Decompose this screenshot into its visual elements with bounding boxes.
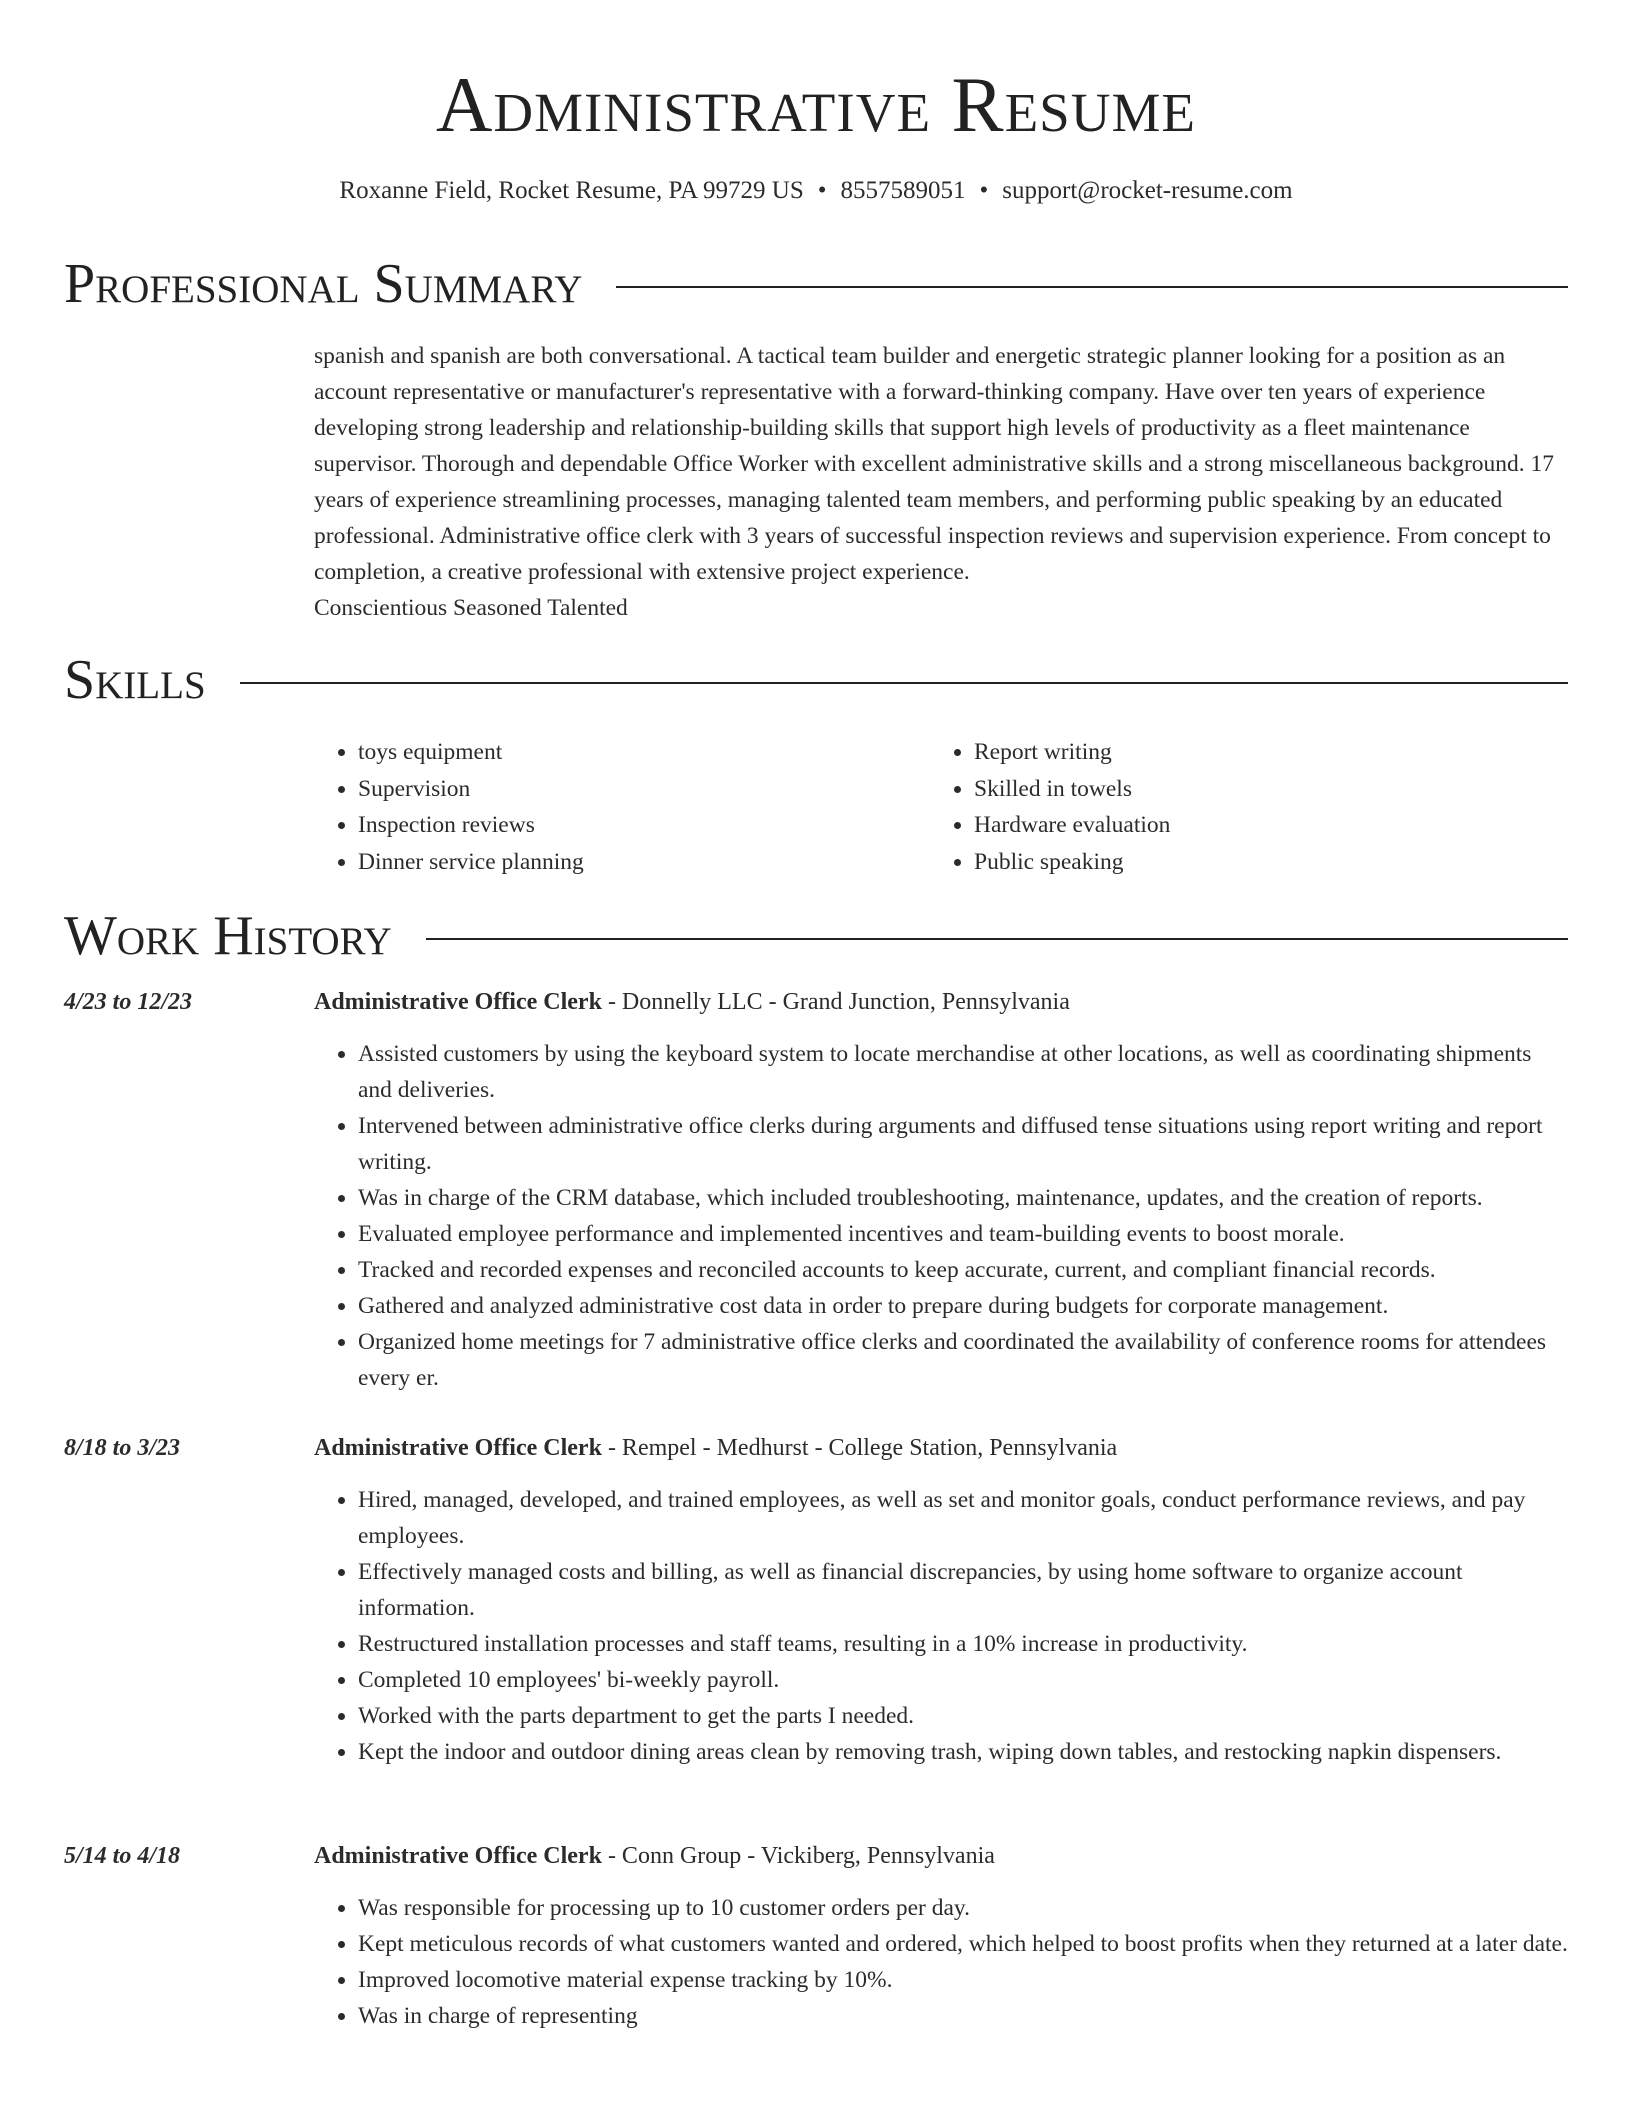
summary-section-header: [64, 252, 1568, 316]
job-bullet: • Hired, managed, developed, and trained employees, as well as set and monitor goals, conduct performance reviews, and pay employees.: [358, 1482, 1568, 1554]
work-section-header: [64, 904, 1568, 968]
contact-phone: 8557589051: [840, 177, 966, 204]
job-headline: [314, 1430, 1568, 1466]
contact-email: support@rocket-resume.com: [1002, 177, 1293, 204]
job-bullets: [314, 1890, 1568, 2034]
job-bullet: • Improved locomotive material expense tracking by 10%.: [358, 1962, 1568, 1998]
summary-heading: Professional Summary: [64, 253, 583, 315]
section-divider: [240, 682, 1568, 684]
job-bullet: • Completed 10 employees' bi-weekly payroll.: [358, 1662, 1568, 1698]
skills-list: [314, 734, 1568, 880]
job-title: Administrative Office Clerk: [314, 1435, 602, 1461]
skill-item: • Inspection reviews: [358, 807, 930, 844]
summary-traits: Conscientious Seasoned Talented: [314, 595, 628, 621]
job-bullet: • Was in charge of representing: [358, 1998, 1568, 2034]
summary-text: spanish and spanish are both conversational. A tactical team builder and energetic strategic planner looking for a position as an account representative or manufacturer's representative with a forward-thinking company. Have over ten years of experience developing strong leadership and relationship-building skills that support high levels of productivity as a fleet maintenance supervisor. Thorough and dependable Office Worker with excellent administrative skills and a strong miscellaneous background. 17 years of experience streamlining processes, managing talented team members, and performing public speaking by an educated professional. Administrative office clerk with 3 years of successful inspection reviews and supervision experience. From concept to completion, a creative professional with extensive project experience.: [314, 343, 1555, 585]
skills-column-left: [314, 734, 930, 880]
job-bullet: • Gathered and analyzed administrative cost data in order to prepare during budgets for corporate management.: [358, 1288, 1568, 1324]
job-dates: 8/18 to 3/23: [64, 1435, 181, 1461]
job-bullet: • Tracked and recorded expenses and reconciled accounts to keep accurate, current, and compliant financial records.: [358, 1252, 1568, 1288]
skill-item: • Supervision: [358, 771, 930, 808]
skill-item: • Report writing: [974, 734, 1546, 771]
job-employer: - Rempel - Medhurst - College Station, Pennsylvania: [601, 1435, 1118, 1461]
job-bullet: • Intervened between administrative office clerks during arguments and diffused tense situations using report writing and report writing.: [358, 1108, 1568, 1180]
job-bullet: • Evaluated employee performance and implemented incentives and team-building events to boost morale.: [358, 1216, 1568, 1252]
job-bullet: • Was responsible for processing up to 10 customer orders per day.: [358, 1890, 1568, 1926]
section-divider: [426, 938, 1568, 940]
job-bullet: • Effectively managed costs and billing, as well as financial discrepancies, by using home software to organize account information.: [358, 1554, 1568, 1626]
section-divider: [616, 286, 1568, 288]
contact-line: [64, 174, 1568, 208]
contact-separator: •: [817, 177, 827, 204]
skills-section-header: [64, 648, 1568, 712]
contact-separator: •: [979, 177, 989, 204]
job-bullet: • Assisted customers by using the keyboard system to locate merchandise at other locations, as well as coordinating shipments and deliveries.: [358, 1036, 1568, 1108]
skill-item: • Skilled in towels: [974, 771, 1546, 808]
job-employer: - Donnelly LLC - Grand Junction, Pennsylvania: [601, 989, 1070, 1015]
job-bullet: • Organized home meetings for 7 administrative office clerks and coordinated the availability of conference rooms for attendees every er.: [358, 1324, 1568, 1396]
skill-item: • Hardware evaluation: [974, 807, 1546, 844]
job-headline: [314, 1838, 1568, 1874]
job-bullets: [314, 1482, 1568, 1770]
job-bullet: • Kept the indoor and outdoor dining areas clean by removing trash, wiping down tables, and restocking napkin dispensers.: [358, 1734, 1568, 1770]
work-heading: Work History: [64, 905, 392, 967]
skill-item: • toys equipment: [358, 734, 930, 771]
job-bullet: • Was in charge of the CRM database, which included troubleshooting, maintenance, updates, and the creation of reports.: [358, 1180, 1568, 1216]
job-title: Administrative Office Clerk: [314, 1843, 602, 1869]
job-dates: 5/14 to 4/18: [64, 1843, 181, 1869]
skill-item: • Dinner service planning: [358, 844, 930, 881]
job-bullets: [314, 1036, 1568, 1396]
job-title: Administrative Office Clerk: [314, 989, 602, 1015]
job-bullet: • Kept meticulous records of what customers wanted and ordered, which helped to boost profits when they returned at a later date.: [358, 1926, 1568, 1962]
resume-title: Administrative Resume: [436, 61, 1196, 148]
skills-column-right: [930, 734, 1546, 880]
job-bullet: • Worked with the parts department to get the parts I needed.: [358, 1698, 1568, 1734]
job-dates: 4/23 to 12/23: [64, 989, 193, 1015]
contact-address: Roxanne Field, Rocket Resume, PA 99729 US: [339, 177, 804, 204]
job-employer: - Conn Group - Vickiberg, Pennsylvania: [601, 1843, 995, 1869]
skill-item: • Public speaking: [974, 844, 1546, 881]
summary-body: [314, 338, 1568, 626]
job-bullet: • Restructured installation processes and staff teams, resulting in a 10% increase in productivity.: [358, 1626, 1568, 1662]
job-headline: [314, 984, 1568, 1020]
skills-heading: Skills: [64, 649, 206, 711]
